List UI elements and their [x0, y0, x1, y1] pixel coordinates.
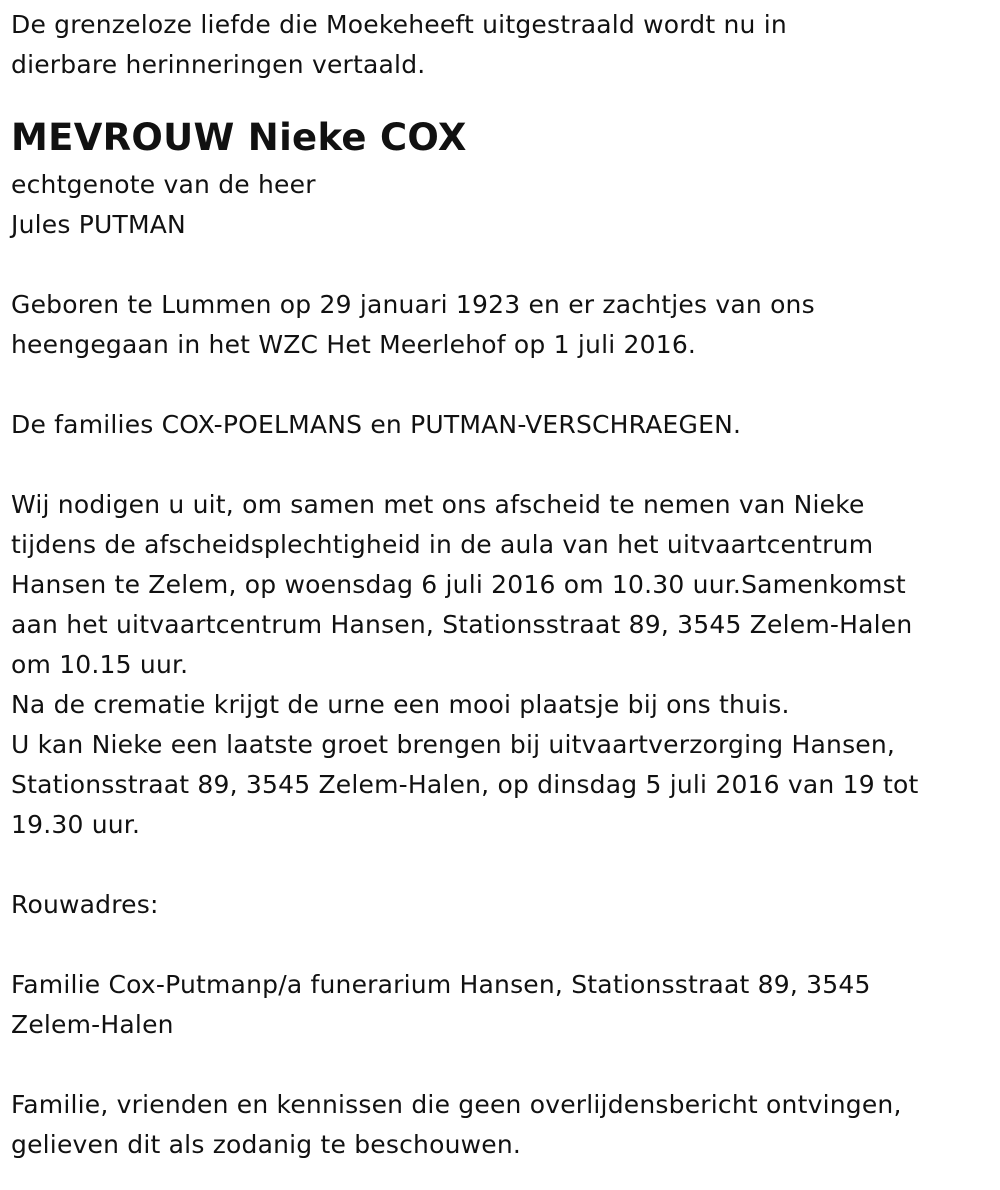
ceremony-line: tijdens de afscheidsplechtigheid in de aula van het uitvaartcentrum	[11, 530, 874, 559]
ceremony-line: Hansen te Zelem, op woensdag 6 juli 2016 om 10.30 uur.Samenkomst	[11, 570, 906, 599]
mourning-address-label	[11, 885, 986, 925]
spouse-line: Jules PUTMAN	[11, 210, 186, 239]
birth-death-line: Geboren te Lummen op 29 januari 1923 en er zachtjes van ons	[11, 290, 815, 319]
families-line: De families COX-POELMANS en PUTMAN-VERSCHRAEGEN.	[11, 410, 742, 439]
intro-line: De grenzeloze liefde die Moekeheeft uitgestraald wordt nu in	[11, 10, 787, 39]
ceremony-line: om 10.15 uur.	[11, 650, 189, 679]
ceremony-line: 19.30 uur.	[11, 810, 141, 839]
mourning-address-text	[11, 965, 986, 1045]
spouse-text	[11, 165, 986, 245]
families-text	[11, 405, 986, 445]
intro-line: dierbare herinneringen vertaald.	[11, 50, 426, 79]
ceremony-line: Wij nodigen u uit, om samen met ons afscheid te nemen van Nieke	[11, 490, 865, 519]
birth-death-line: heengegaan in het WZC Het Meerlehof op 1 juli 2016.	[11, 330, 697, 359]
closing-text	[11, 1085, 986, 1165]
mourning-address-line: Zelem-Halen	[11, 1010, 174, 1039]
birth-death-text	[11, 285, 986, 365]
obituary-document	[11, 5, 986, 1165]
deceased-name: MEVROUW Nieke COX	[11, 116, 467, 159]
intro-text	[11, 5, 986, 85]
ceremony-line: Na de crematie krijgt de urne een mooi plaatsje bij ons thuis.	[11, 690, 790, 719]
spouse-line: echtgenote van de heer	[11, 170, 316, 199]
closing-line: Familie, vrienden en kennissen die geen overlijdensbericht ontvingen,	[11, 1090, 902, 1119]
mourning-address-label-line: Rouwadres:	[11, 890, 159, 919]
ceremony-line: U kan Nieke een laatste groet brengen bij uitvaartverzorging Hansen,	[11, 730, 896, 759]
ceremony-text	[11, 485, 986, 845]
ceremony-line: Stationsstraat 89, 3545 Zelem-Halen, op dinsdag 5 juli 2016 van 19 tot	[11, 770, 919, 799]
closing-line: gelieven dit als zodanig te beschouwen.	[11, 1130, 522, 1159]
mourning-address-line: Familie Cox-Putmanp/a funerarium Hansen, Stationsstraat 89, 3545	[11, 970, 871, 999]
ceremony-line: aan het uitvaartcentrum Hansen, Stationsstraat 89, 3545 Zelem-Halen	[11, 610, 913, 639]
